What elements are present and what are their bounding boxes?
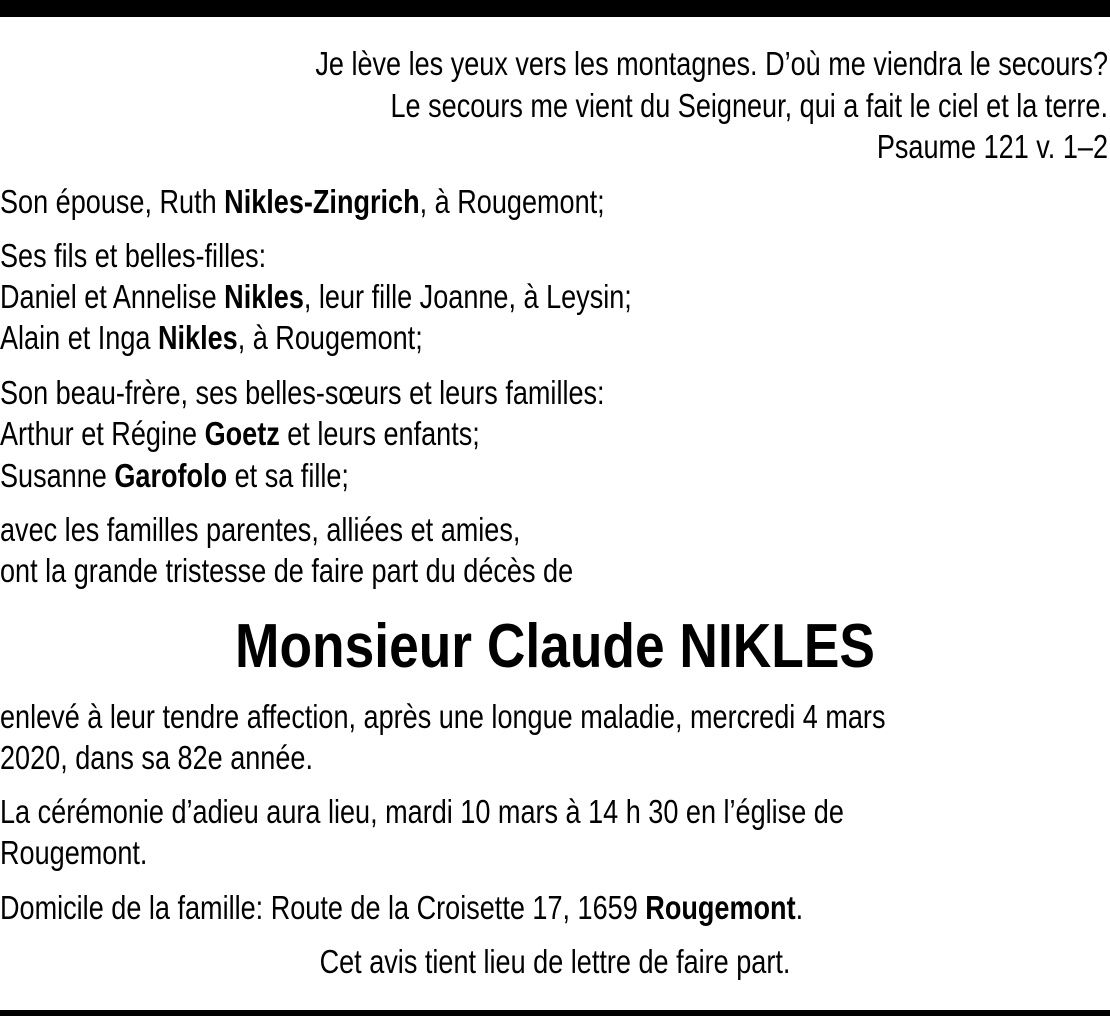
son-line-1: Daniel et Annelise Nikles, leur fille Joanne, à Leysin;	[0, 278, 632, 315]
son-line-2: Alain et Inga Nikles, à Rougemont;	[0, 319, 423, 356]
bottom-border-rule	[0, 1010, 1110, 1016]
domicile-town: Rougemont	[645, 889, 796, 926]
psalm-reference: Psaume 121 v. 1–2	[876, 128, 1108, 165]
inlaw-line-1: Arthur et Régine Goetz et leurs enfants;	[0, 415, 480, 452]
notice-line: Cet avis tient lieu de lettre de faire part.	[319, 943, 791, 980]
son2-surname: Nikles	[157, 319, 238, 356]
inlaw1-surname: Goetz	[204, 415, 280, 452]
inlaws-heading: Son beau-frère, ses belles-sœurs et leurs familles:	[0, 374, 605, 411]
inlaw2-surname: Garofolo	[114, 457, 228, 494]
deceased-name: Monsieur Claude NIKLES	[235, 612, 875, 681]
domicile-line: Domicile de la famille: Route de la Croisette 17, 1659 Rougemont.	[0, 889, 804, 926]
son1-surname: Nikles	[224, 278, 304, 315]
closing-line-2: ont la grande tristesse de faire part du décès de	[0, 552, 574, 589]
passing-line-1: enlevé à leur tendre affection, après une longue maladie, mercredi 4 mars	[0, 698, 886, 735]
ceremony-line-2: Rougemont.	[0, 834, 148, 871]
spouse-surname: Nikles-Zingrich	[224, 183, 420, 220]
inlaw-line-2: Susanne Garofolo et sa fille;	[0, 457, 349, 494]
spouse-line: Son épouse, Ruth Nikles-Zingrich, à Rougemont;	[0, 183, 605, 220]
closing-line-1: avec les familles parentes, alliées et amies,	[0, 511, 521, 548]
psalm-line-1: Je lève les yeux vers les montagnes. D’où me viendra le secours?	[315, 45, 1108, 82]
ceremony-line-1: La cérémonie d’adieu aura lieu, mardi 10 mars à 14 h 30 en l’église de	[0, 793, 844, 830]
top-border-rule	[0, 0, 1110, 17]
sons-heading: Ses fils et belles-filles:	[0, 237, 267, 274]
psalm-line-2: Le secours me vient du Seigneur, qui a fait le ciel et la terre.	[390, 87, 1108, 124]
passing-line-2: 2020, dans sa 82e année.	[0, 739, 313, 776]
